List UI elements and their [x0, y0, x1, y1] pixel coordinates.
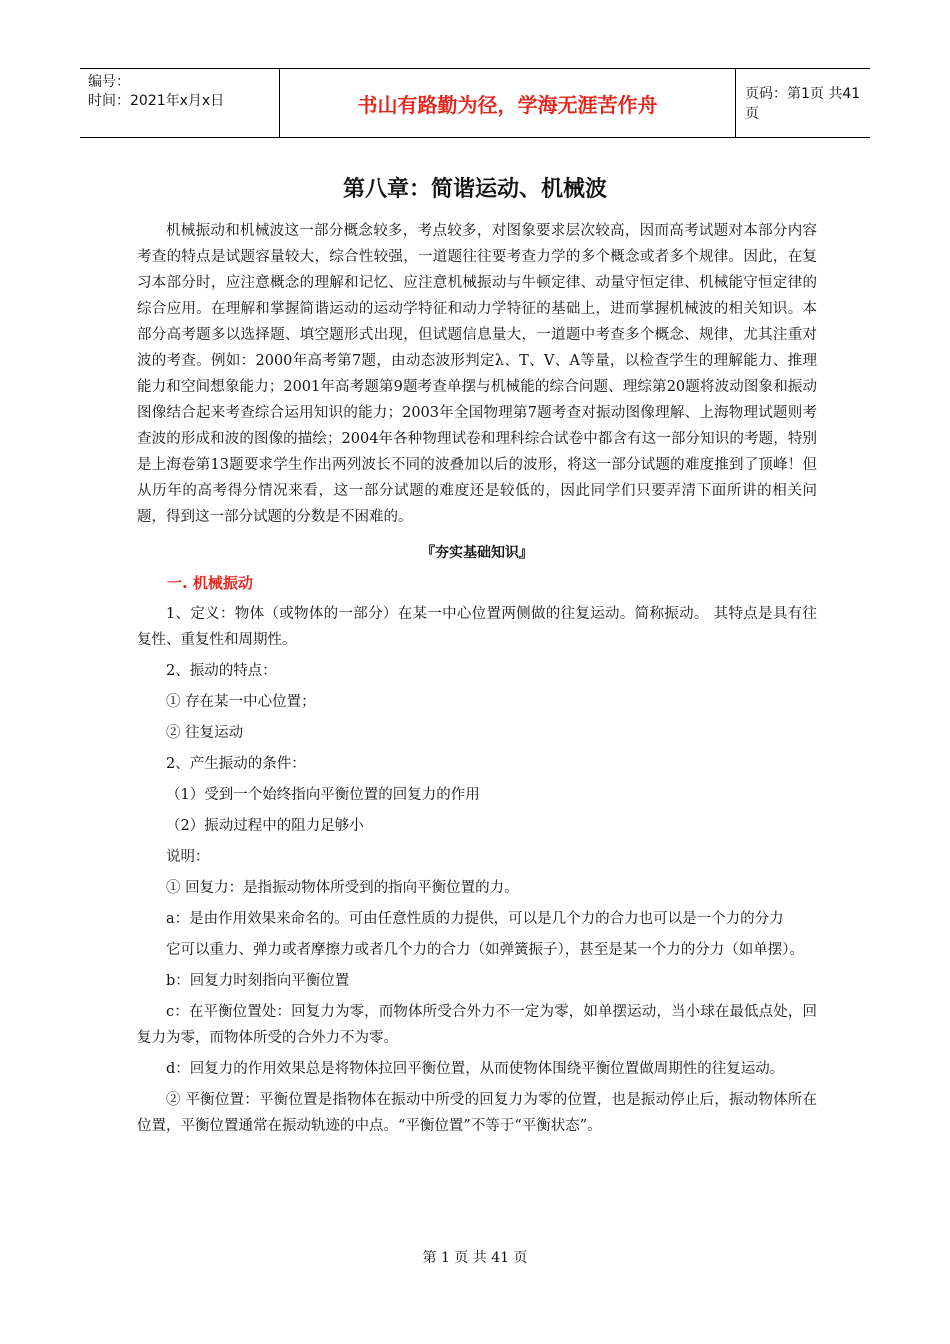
intro-paragraph: 机械振动和机械波这一部分概念较多，考点较多，对图象要求层次较高，因而高考试题对本部分内容考查的特点是试题容量较大，综合性较强，一道题往往要考查力学的多个概念或者多个规律。因此，在复习本部分时，应注意概念的理解和记忆、应注意机械振动与牛顿定律、动量守恒定律、机械能守恒定律的综合应用。在理解和掌握简谐运动的运动学特征和动力学特征的基础上，进而掌握机械波的相关知识。本部分高考题多以选择题、填空题形式出现，但试题信息量大，一道题中考查多个概念、规律，尤其注重对波的考查。例如：2000年高考第7题，由动态波形判定λ、T、V、A等量，以检查学生的理解能力、推理能力和空间想象能力；2001年高考题第9题考查单摆与机械能的综合问题、理综第20题将波动图象和振动图像结合起来考查综合运用知识的能力；2003年全国物理第7题考查对振动图像理解、上海物理试题则考查波的形成和波的图像的描绘；2004年各种物理试卷和理科综合试卷中都含有这一部分知识的考题，特别是上海卷第13题要求学生作出两列波长不同的波叠加以后的波形，将这一部分试题的难度推到了顶峰！但从历年的高考得分情况来看，这一部分试题的难度还是较低的，因此同学们只要弄清下面所讲的相关问题，得到这一部分试题的分数是不困难的。 [137, 223, 817, 525]
time-label: 时间：2021年x月x日 [88, 93, 225, 109]
paragraph-note-label: 说明： [166, 849, 210, 865]
paragraph-definition: 1、定义：物体（或物体的一部分）在某一中心位置两侧做的往复运动。简称振动。 其特点是具有往复性、重复性和周期性。 [137, 606, 817, 648]
paragraph-note-a: a：是由作用效果来命名的。可由任意性质的力提供，可以是几个力的合力也可以是一个力的分力 [166, 911, 784, 927]
paragraph-features-heading: 2、振动的特点： [166, 663, 277, 679]
paragraph-restoring-force: ① 回复力：是指振动物体所受到的指向平衡位置的力。 [166, 880, 519, 896]
paragraph-note-d: d：回复力的作用效果总是将物体拉回平衡位置，从而使物体围绕平衡位置做周期性的往复运动。 [166, 1061, 785, 1077]
subsection-heading: 一. 机械振动 [167, 574, 253, 592]
paragraph-feature-2: ② 往复运动 [166, 725, 244, 741]
paragraph-note-b: b：回复力时刻指向平衡位置 [166, 973, 350, 989]
document-header [80, 68, 870, 138]
header-page-info: 页码：第1页 共41页 [745, 86, 861, 122]
paragraph-feature-1: ① 存在某一中心位置； [166, 694, 316, 710]
chapter-title: 第八章：简谐运动、机械波 [342, 177, 607, 202]
paragraph-condition-2: （2）振动过程中的阻力足够小 [166, 818, 364, 834]
paragraph-condition-1: （1）受到一个始终指向平衡位置的回复力的作用 [166, 787, 480, 803]
paragraph-conditions-heading: 2、产生振动的条件： [166, 756, 306, 772]
section-heading: 『夯实基础知识』 [421, 545, 533, 561]
page-footer: 第 1 页 共 41 页 [422, 1250, 528, 1266]
main-content [137, 218, 817, 1139]
number-label: 编号： [88, 74, 130, 90]
paragraph-note-a-cont: 它可以重力、弹力或者摩擦力或者几个力的合力（如弹簧振子），甚至是某一个力的分力（如单摆）。 [166, 942, 804, 958]
paragraph-note-c: c：在平衡位置处：回复力为零，而物体所受合外力不一定为零，如单摆运动，当小球在最低点处，回复力为零，而物体所受的合外力不为零。 [137, 1004, 817, 1046]
paragraph-equilibrium: ② 平衡位置：平衡位置是指物体在振动中所受的回复力为零的位置，也是振动停止后，振动物体所在位置，平衡位置通常在振动轨迹的中点。“平衡位置”不等于“平衡状态”。 [137, 1092, 817, 1134]
header-meta [80, 69, 280, 137]
header-motto: 书山有路勤为径，学海无涯苦作舟 [280, 69, 736, 137]
